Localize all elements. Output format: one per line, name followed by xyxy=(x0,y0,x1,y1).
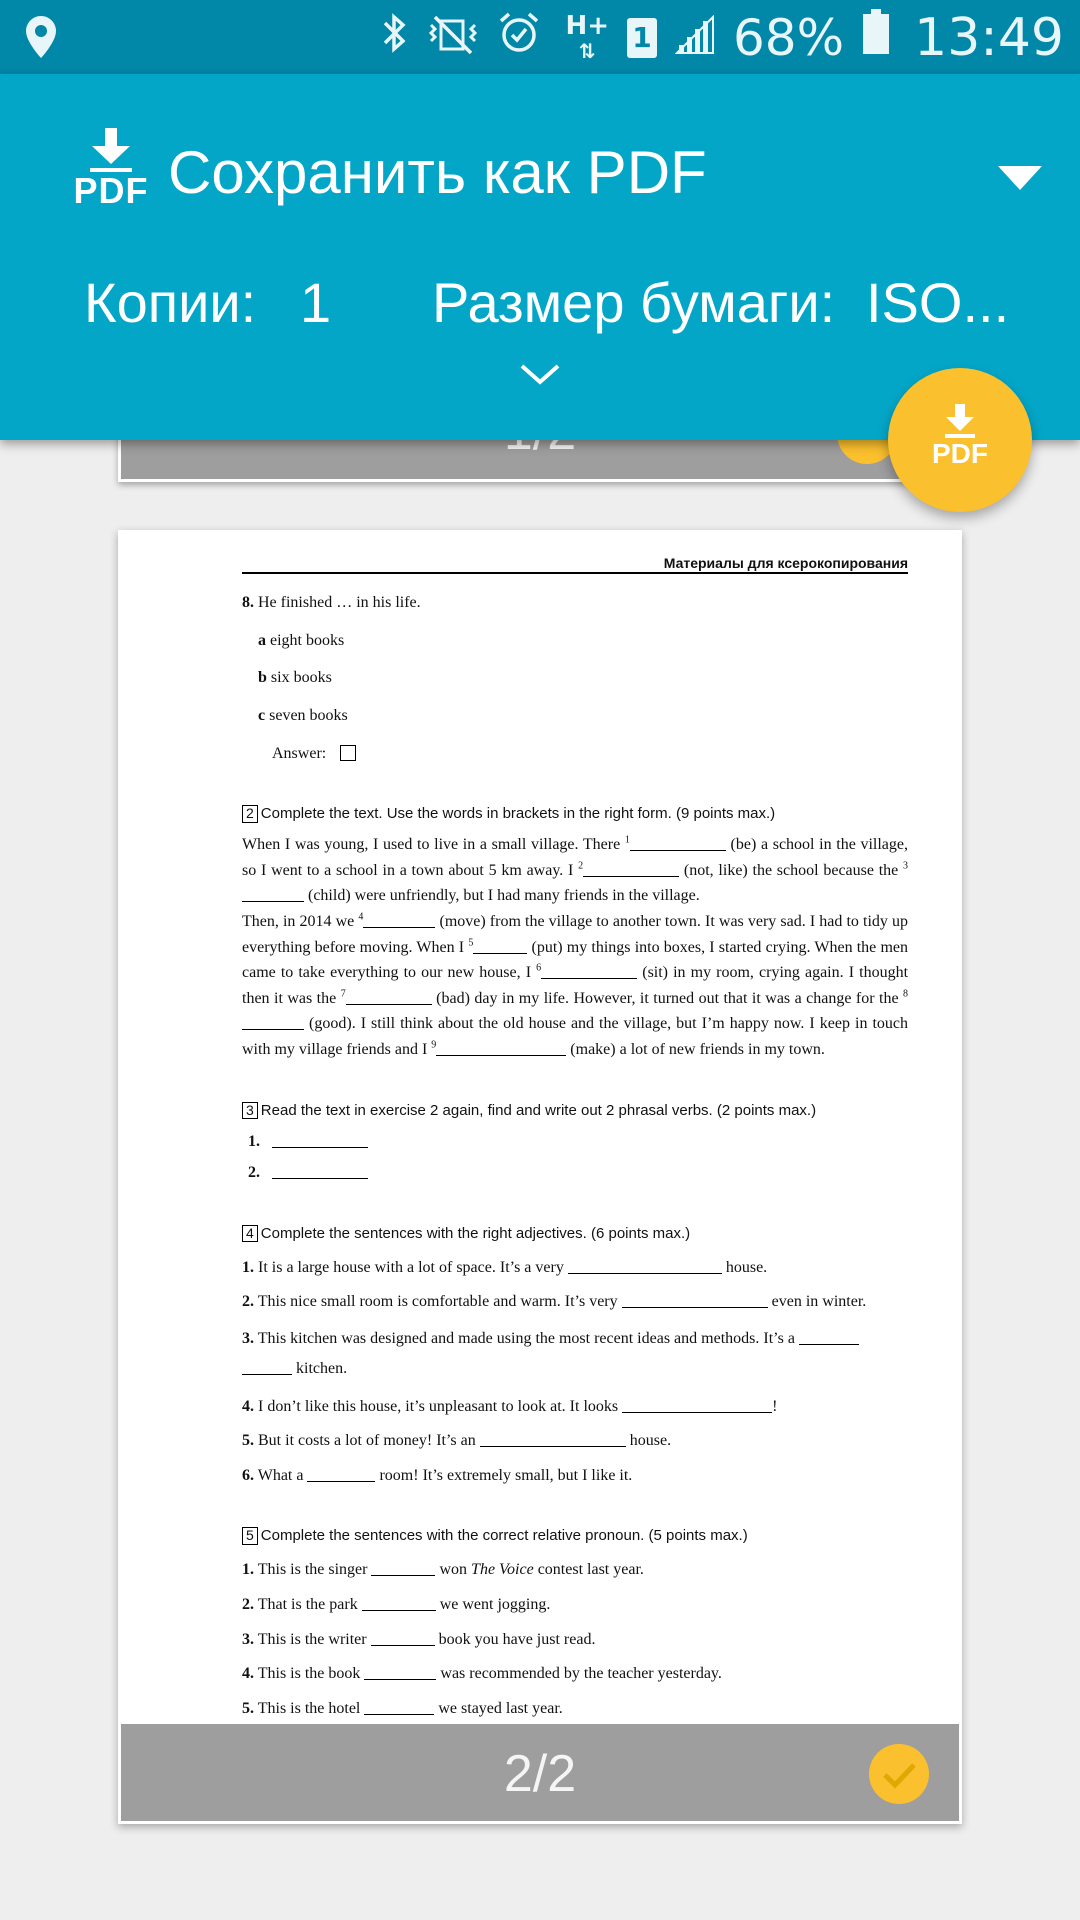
alarm-icon xyxy=(497,9,541,67)
printer-selector[interactable] xyxy=(56,128,166,228)
location-icon xyxy=(26,16,56,62)
download-icon xyxy=(888,404,1032,442)
network-type-indicator: H+ ⇅ xyxy=(565,10,609,63)
answer-box xyxy=(340,745,356,761)
answer-line: Answer: xyxy=(272,741,908,767)
list-item: 5. But it costs a lot of money! It’s an house. xyxy=(242,1432,672,1450)
task-3-items xyxy=(242,1129,908,1186)
option-c: c seven books xyxy=(258,706,348,724)
paper-size-value[interactable]: ISO... xyxy=(866,271,1010,334)
task-2-title: 2 Complete the text. Use the words in brackets in the right form. (9 points max.) xyxy=(242,802,908,826)
task-2-text-part2: Then, in 2014 we $^4$ (move) from the village to another town. It was very sad. I had to tidy up everything before moving. When I $^5$ (put) my things into boxes, I started crying. When the men came to take everything to our new house, I $^6$ (sit) in my room, crying again. I thought then it was the $^7$ (bad) day in my life. However, it turned out that it was a change for the $^8$ (good). I still think about the old house and the village, but I’m happy now. I keep in touch with my village friends and I $^9$ (make) a lot of new friends in my town. xyxy=(242,911,909,1058)
battery-percentage: 68% xyxy=(733,9,845,67)
list-item: 1. It is a large house with a lot of space. It’s a very house. xyxy=(242,1258,768,1276)
printer-title[interactable]: Сохранить как PDF xyxy=(168,139,707,206)
list-item: 4. This is the book was recommended by the teacher yesterday. xyxy=(242,1665,722,1683)
option-b: b six books xyxy=(258,669,332,687)
sim-card-icon: 1 xyxy=(627,18,657,58)
option-a: a eight books xyxy=(258,631,345,649)
document-content xyxy=(242,554,908,1721)
task-3-title: 3 Read the text in exercise 2 again, find and write out 2 phrasal verbs. (2 points max.) xyxy=(242,1099,908,1123)
clock: 13:49 xyxy=(914,8,1064,68)
document-header: Материалы для ксерокопирования xyxy=(242,554,908,574)
battery-icon xyxy=(862,9,890,67)
pdf-icon-label: PDF xyxy=(73,170,149,211)
page-selected-checkbox[interactable] xyxy=(869,1744,929,1804)
paper-size-label: Размер бумаги: xyxy=(432,271,836,334)
page-preview-2[interactable] xyxy=(118,530,962,1824)
page-footer xyxy=(121,1724,959,1821)
list-item: 2. This nice small room is comfortable and warm. It’s very even in winter. xyxy=(242,1293,867,1311)
fab-label: PDF xyxy=(932,438,988,469)
list-item: 1. xyxy=(248,1129,908,1155)
list-item: 1. This is the singer won The Voice contest last year. xyxy=(242,1561,644,1579)
status-bar xyxy=(0,0,1080,74)
signal-strength-icon xyxy=(675,9,715,67)
copies-label: Копии: xyxy=(84,271,257,334)
list-item: 6. What a room! It’s extremely small, but I like it. xyxy=(242,1466,633,1484)
save-pdf-button[interactable] xyxy=(888,368,1032,512)
list-item: 4. I don’t like this house, it’s unpleasant to look at. It looks ! xyxy=(242,1397,778,1415)
task-4-title: 4 Complete the sentences with the right adjectives. (6 points max.) xyxy=(242,1222,908,1246)
list-item: 2. That is the park we went jogging. xyxy=(242,1596,551,1614)
list-item: 5. This is the hotel we stayed last year. xyxy=(242,1699,563,1717)
list-item: 3. This kitchen was designed and made using the most recent ideas and methods. It’s a kitchen. xyxy=(242,1324,908,1385)
question-8: 8. He finished … in his life. xyxy=(242,594,421,612)
list-item: 2. xyxy=(248,1160,908,1186)
task-5-items xyxy=(242,1557,908,1721)
page-number: 2/2 xyxy=(503,1745,577,1803)
expand-options-icon[interactable] xyxy=(516,360,564,394)
task-4-items xyxy=(242,1255,908,1489)
task-2-text-part1: When I was young, I used to live in a small village. There $^1$ (be) a school in the village, so I went to a school in a town about 5 km away. I $^2$ (not, like) the school because the $^3$ (child) were unfriendly, but I had many friends in the village. xyxy=(242,834,909,905)
bluetooth-icon xyxy=(381,9,409,67)
list-item: 3. This is the writer book you have just read. xyxy=(242,1630,596,1648)
printer-dropdown-icon[interactable] xyxy=(998,166,1042,190)
copies-value[interactable]: 1 xyxy=(300,271,332,334)
task-5-title: 5 Complete the sentences with the correct relative pronoun. (5 points max.) xyxy=(242,1524,908,1548)
vibrate-mute-icon xyxy=(427,9,479,67)
